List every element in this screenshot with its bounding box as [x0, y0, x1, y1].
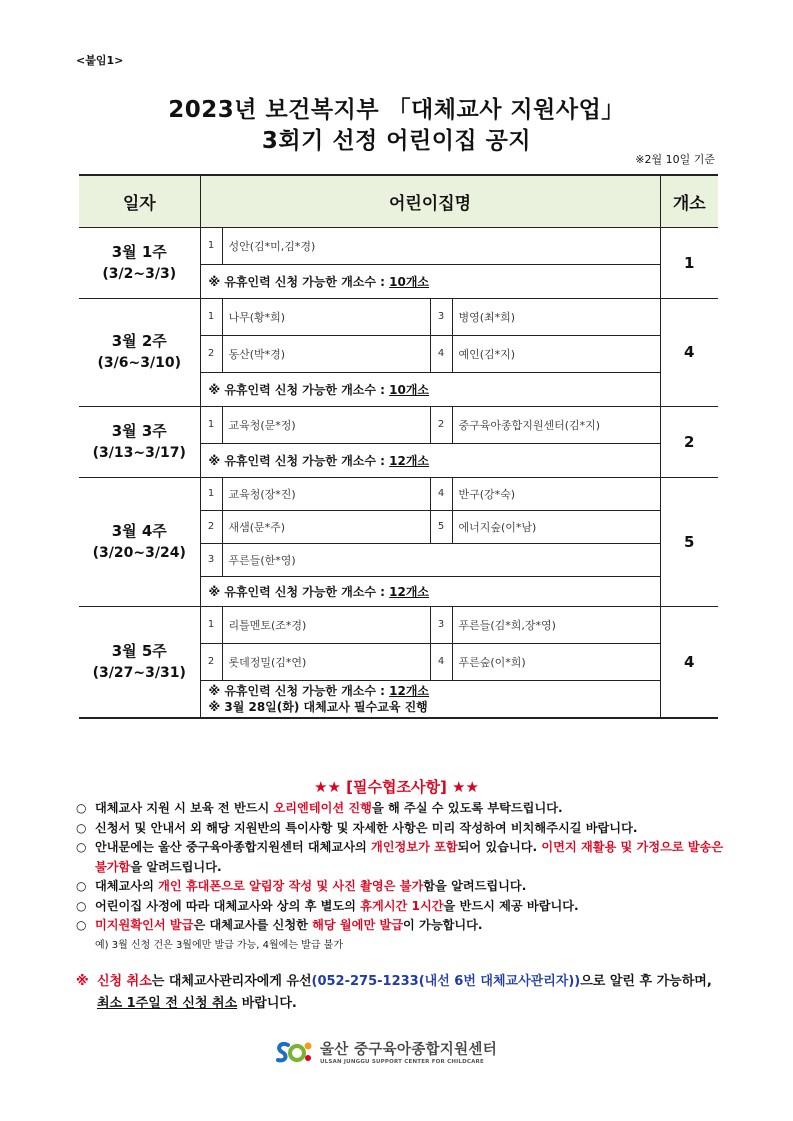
item-text: 이 가능합니다. — [403, 918, 483, 932]
entry-number: 4 — [430, 477, 452, 510]
count-cell: 4 — [660, 298, 718, 406]
week-label: 3월 1주 — [111, 242, 167, 261]
note-prefix: ※ 유휴인력 신청 가능한 개소수 : — [208, 382, 390, 397]
bullet-icon: ○ — [76, 898, 87, 913]
item-highlight: 휴게시간 1시간 — [360, 898, 444, 913]
daycare-name: 나무(황*희) — [222, 298, 430, 335]
header-date: 일자 — [79, 175, 200, 227]
week-label: 3월 5주 — [111, 641, 167, 660]
week-range: (3/20~3/24) — [92, 544, 186, 561]
table-row — [79, 477, 718, 510]
requirements-title: ★★ [필수협조사항] ★★ — [314, 778, 479, 796]
available-count: 10개소 — [389, 274, 430, 289]
bullet-icon: ○ — [76, 918, 87, 932]
cancel-highlight: 신청 취소 — [97, 974, 152, 989]
note-prefix: ※ 유휴인력 신청 가능한 개소수 : — [208, 453, 390, 468]
header-count: 개소 — [660, 175, 718, 227]
available-count: 12개소 — [389, 584, 430, 599]
entry-number: 2 — [200, 335, 222, 372]
attachment-label: <붙임1> — [76, 54, 124, 67]
available-note — [200, 264, 660, 298]
table-header-row — [79, 175, 718, 227]
available-count: 10개소 — [389, 382, 430, 397]
entry-number: 1 — [200, 227, 222, 264]
item-text: 신청서 및 안내서 외 해당 지원반의 특이사항 및 자세한 사항은 미리 작성하여 비치해주시길 바랍니다. — [95, 820, 638, 835]
contact-phone: (052-275-1233(내선 6번 대체교사관리자)) — [311, 974, 581, 989]
item-highlight: 개인 휴대폰으로 알림장 작성 및 사진 촬영은 불가 — [158, 879, 424, 893]
header-daycare: 어린이집명 — [200, 175, 660, 227]
entry-number: 3 — [430, 606, 452, 643]
table-row — [79, 298, 718, 335]
daycare-name: 중구육아종합지원센터(김*지) — [452, 406, 660, 443]
item-text: 을 알려드립니다. — [130, 859, 222, 874]
item-highlight: 해당 월에만 발급 — [312, 918, 404, 932]
week-cell — [79, 406, 200, 477]
schedule-table — [79, 174, 718, 719]
table-row — [79, 606, 718, 643]
bullet-icon: ○ — [76, 840, 87, 854]
requirements-list — [76, 799, 726, 956]
list-item — [76, 819, 726, 839]
table-row — [79, 227, 718, 264]
example-note: 예) 3월 신청 건은 3월에만 발급 가능, 4월에는 발급 불가 — [95, 939, 343, 951]
week-range: (3/2~3/3) — [102, 265, 177, 282]
entry-number: 4 — [430, 335, 452, 372]
available-count: 12개소 — [389, 683, 430, 698]
count-cell: 5 — [660, 477, 718, 606]
daycare-name: 반구(강*숙) — [452, 477, 660, 510]
note-prefix: ※ 유휴인력 신청 가능한 개소수 : — [208, 683, 390, 698]
entry-number: 4 — [430, 643, 452, 680]
list-item — [76, 916, 726, 936]
item-text: 을 해 주실 수 있도록 부탁드립니다. — [371, 801, 563, 815]
cancel-text: 는 대체교사관리자에게 유선 — [151, 974, 312, 989]
daycare-name: 푸른들(한*영) — [222, 543, 660, 576]
entry-number: 1 — [200, 406, 222, 443]
available-note — [200, 576, 660, 606]
note-prefix: ※ 유휴인력 신청 가능한 개소수 : — [208, 584, 390, 599]
week-cell — [79, 477, 200, 606]
item-text: 대체교사 지원 시 보육 전 반드시 — [95, 801, 274, 815]
item-text: 을 반드시 제공 바랍니다. — [443, 898, 579, 913]
item-text: 은 대체교사를 신청한 — [193, 918, 313, 932]
count-cell: 1 — [660, 227, 718, 298]
entry-number: 5 — [430, 510, 452, 543]
daycare-name: 교육청(문*정) — [222, 406, 430, 443]
week-range: (3/13~3/17) — [92, 444, 186, 461]
daycare-name: 푸른숲(이*희) — [452, 643, 660, 680]
available-note — [200, 372, 660, 406]
week-cell — [79, 298, 200, 406]
cancel-text: 으로 알린 후 가능하며, — [580, 974, 712, 989]
center-logo-icon — [274, 1039, 314, 1065]
item-highlight: 미지원확인서 발급 — [95, 918, 194, 932]
daycare-name: 리틀멘토(조*경) — [222, 606, 430, 643]
count-cell: 2 — [660, 406, 718, 477]
week-range: (3/6~3/10) — [97, 355, 181, 371]
item-text: 어린이집 사정에 따라 대체교사와 상의 후 별도의 — [95, 898, 361, 913]
daycare-name: 롯데정밀(김*연) — [222, 643, 430, 680]
entry-number: 1 — [200, 477, 222, 510]
week-label: 3월 4주 — [111, 521, 167, 540]
count-cell: 4 — [660, 606, 718, 718]
page-subtitle: 3회기 선정 어린이집 공지 — [261, 128, 532, 154]
list-item — [76, 877, 726, 897]
page-title: 2023년 보건복지부 「대체교사 지원사업」 — [168, 97, 625, 123]
entry-number: 3 — [430, 298, 452, 335]
item-text: 대체교사의 — [95, 879, 159, 893]
week-cell — [79, 606, 200, 718]
list-item — [76, 897, 726, 917]
daycare-name: 에너지숲(이*남) — [452, 510, 660, 543]
org-name-english: ULSAN JUNGGU SUPPORT CENTER FOR CHILDCARE — [320, 1059, 484, 1065]
week-label: 3월 2주 — [111, 332, 167, 350]
entry-number: 2 — [430, 406, 452, 443]
entry-number: 2 — [200, 643, 222, 680]
note-prefix: ※ 유휴인력 신청 가능한 개소수 : — [208, 274, 390, 289]
entry-number: 1 — [200, 606, 222, 643]
item-text: 함을 알려드립니다. — [423, 879, 527, 893]
bullet-icon: ○ — [76, 820, 87, 835]
daycare-name: 새샘(문*주) — [222, 510, 430, 543]
daycare-name: 동산(박*경) — [222, 335, 430, 372]
daycare-name: 예인(김*지) — [452, 335, 660, 372]
training-note: ※ 3월 28일(화) 대체교사 필수교육 진행 — [208, 699, 428, 714]
item-highlight: 개인정보가 포함 — [370, 840, 458, 854]
cancel-text: 바랍니다. — [237, 996, 297, 1011]
available-note — [200, 443, 660, 477]
cancel-deadline: 최소 1주일 전 신청 취소 — [97, 996, 238, 1011]
org-name-korean: 울산 중구육아종합지원센터 — [320, 1042, 498, 1058]
available-note — [200, 680, 660, 718]
footer-logo — [274, 1038, 497, 1065]
week-range: (3/27~3/31) — [92, 664, 186, 681]
asterisk-icon: ※ — [76, 974, 89, 989]
item-text: 되어 있습니다. — [457, 840, 542, 854]
available-count: 12개소 — [389, 453, 430, 468]
item-highlight: 이면지 재활용 및 가정으로 발송은 불가함 — [95, 840, 724, 874]
entry-number: 1 — [200, 298, 222, 335]
cancel-notice — [76, 971, 721, 1015]
week-cell — [79, 227, 200, 298]
daycare-name: 성안(김*미,김*경) — [222, 227, 660, 264]
table-row — [79, 406, 718, 443]
bullet-icon: ○ — [76, 801, 87, 815]
item-text: 안내문에는 울산 중구육아종합지원센터 대체교사의 — [95, 840, 371, 854]
daycare-name: 푸른들(김*희,장*영) — [452, 606, 660, 643]
daycare-name: 교육청(장*진) — [222, 477, 430, 510]
list-item — [76, 838, 726, 877]
week-label: 3월 3주 — [111, 421, 167, 440]
basis-date: ※2월 10일 기준 — [635, 153, 715, 166]
entry-number: 3 — [200, 543, 222, 576]
list-item — [76, 799, 726, 819]
bullet-icon: ○ — [76, 879, 87, 893]
daycare-name: 병영(최*희) — [452, 298, 660, 335]
item-highlight: 오리엔테이션 진행 — [273, 801, 372, 815]
entry-number: 2 — [200, 510, 222, 543]
